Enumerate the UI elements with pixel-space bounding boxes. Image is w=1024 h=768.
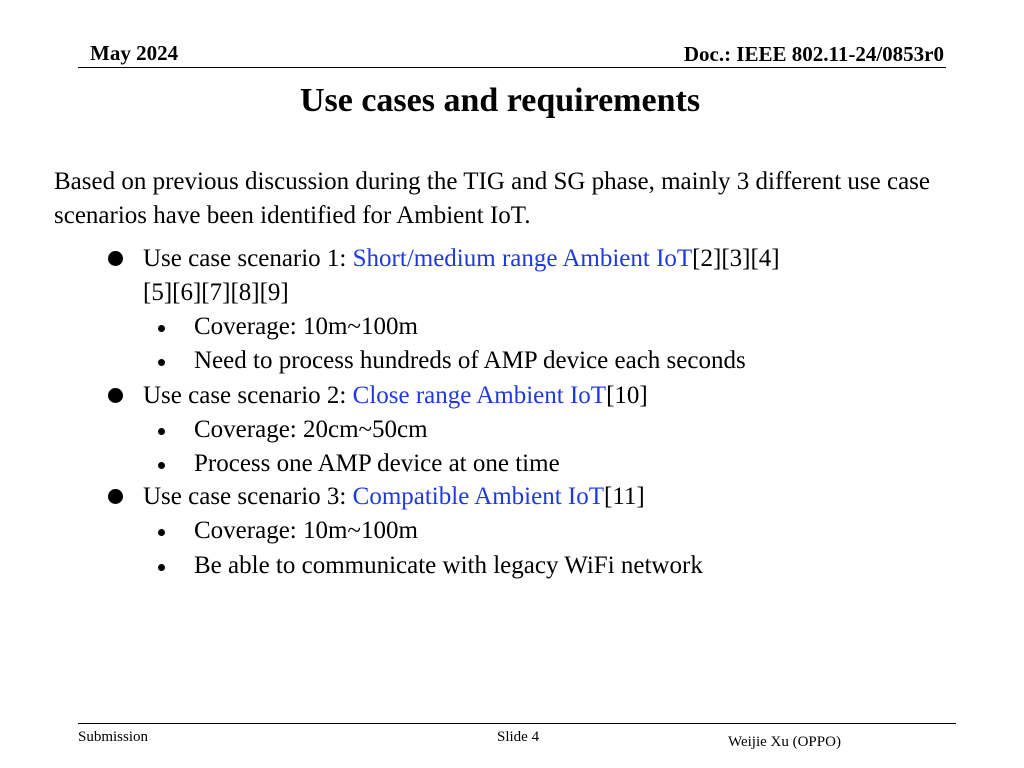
bullet-dot — [108, 251, 123, 266]
bullet-dot — [108, 388, 123, 403]
footer-author: Weijie Xu (OPPO) — [728, 734, 841, 750]
scenario-1-link[interactable]: Short/medium range Ambient IoT — [352, 245, 693, 272]
scenario-3-prefix: Use case scenario 3: — [143, 483, 353, 510]
scenario-2-detail-1: Coverage: 20cm~50cm — [194, 416, 428, 443]
scenario-1-detail-1: Coverage: 10m~100m — [194, 313, 418, 340]
footer-divider — [78, 723, 956, 724]
sub-bullet-dot — [158, 428, 165, 435]
scenario-1-refs: [2][3][4][5][6][7][8][9] — [143, 245, 780, 306]
header-date: May 2024 — [90, 41, 179, 65]
bullet-dot — [108, 489, 123, 504]
scenario-2-detail-2: Process one AMP device at one time — [194, 450, 560, 477]
scenario-3-detail-2: Be able to communicate with legacy WiFi network — [194, 552, 703, 579]
scenario-2-link[interactable]: Close range Ambient IoT — [352, 382, 607, 409]
scenario-3-link[interactable]: Compatible Ambient IoT — [352, 483, 604, 510]
scenario-1-detail-2: Need to process hundreds of AMP device each seconds — [194, 347, 746, 374]
header-divider — [78, 67, 946, 68]
scenario-2-prefix: Use case scenario 2: — [143, 382, 353, 409]
scenario-1 — [143, 242, 783, 310]
sub-bullet-dot — [158, 529, 165, 536]
sub-bullet-dot — [158, 462, 165, 469]
footer-submission: Submission — [78, 729, 149, 745]
footer-slide-number: Slide 4 — [497, 729, 540, 745]
scenario-3 — [143, 480, 783, 514]
scenario-1-prefix: Use case scenario 1: — [143, 245, 353, 272]
scenario-3-refs: [11] — [604, 483, 645, 510]
sub-bullet-dot — [158, 564, 165, 571]
page-title: Use cases and requirements — [299, 82, 701, 119]
scenario-2-refs: [10] — [606, 382, 648, 409]
sub-bullet-dot — [158, 359, 165, 366]
intro-paragraph: Based on previous discussion during the TIG and SG phase, mainly 3 different use case scenarios have been identified for Ambient IoT. — [54, 168, 930, 229]
sub-bullet-dot — [158, 325, 165, 332]
scenario-2 — [143, 379, 783, 413]
scenario-3-detail-1: Coverage: 10m~100m — [194, 517, 418, 544]
header-doc-number: Doc.: IEEE 802.11-24/0853r0 — [683, 42, 944, 66]
